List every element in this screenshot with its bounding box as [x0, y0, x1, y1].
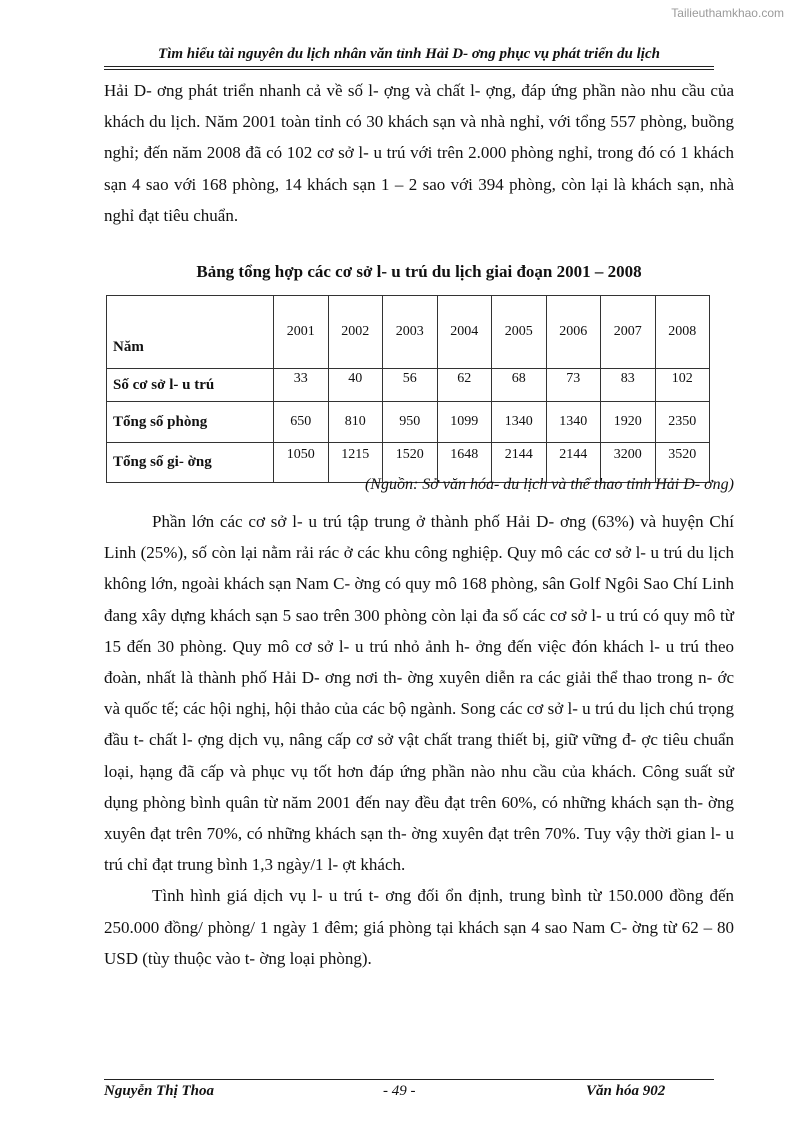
body-text	[104, 506, 734, 974]
table-cell: 1520	[383, 443, 438, 483]
page-number: - 49 -	[383, 1083, 416, 1099]
table-row	[107, 369, 710, 402]
table-cell: 2350	[655, 402, 710, 443]
table-cell: 83	[601, 369, 656, 402]
year-cell: 2005	[492, 296, 547, 369]
paragraph-intro	[104, 75, 734, 231]
row-label: Tổng số phòng	[107, 402, 274, 443]
table-row	[107, 402, 710, 443]
header-rule	[104, 66, 714, 70]
table-cell: 1340	[492, 402, 547, 443]
table-cell: 102	[655, 369, 710, 402]
table-cell: 33	[274, 369, 329, 402]
paragraph-3: Tình hình giá dịch vụ l- u trú t- ơng đối ổn định, trung bình từ 150.000 đồng đến 250.000 đồng/ phòng/ 1 ngày 1 đêm; giá phòng tại khách sạn 4 sao Nam C- ờng từ 62 – 80 USD (tùy thuộc vào t- ờng loại phòng).	[104, 886, 734, 968]
year-cell: 2007	[601, 296, 656, 369]
footer-rule	[104, 1079, 714, 1080]
table-cell: 1920	[601, 402, 656, 443]
year-cell: 2008	[655, 296, 710, 369]
running-header: Tìm hiểu tài nguyên du lịch nhân văn tỉnh Hải D- ơng phục vụ phát triển du lịch	[158, 46, 660, 62]
table-cell: 810	[328, 402, 383, 443]
table-cell: 2144	[546, 443, 601, 483]
watermark: Tailieuthamkhao.com	[671, 6, 784, 20]
table-header-row	[107, 296, 710, 369]
table-cell: 1648	[437, 443, 492, 483]
table-cell: 1050	[274, 443, 329, 483]
year-cell: 2004	[437, 296, 492, 369]
table-caption: Bảng tổng hợp các cơ sở l- u trú du lịch giai đoạn 2001 – 2008	[196, 262, 642, 281]
row-label: Tổng số gi- ờng	[107, 443, 274, 483]
paragraph-1: Hải D- ơng phát triển nhanh cả về số l- ợng và chất l- ợng, đáp ứng phần nào nhu cầu của khách du lịch. Năm 2001 toàn tỉnh có 30 khách sạn và nhà nghỉ, với tổng 557 phòng, buồng nghỉ; đến năm 2008 đã có 102 cơ sở l- u trú với trên 2.000 phòng nghỉ, trong đó có 1 khách sạn 4 sao với 168 phòng, 14 khách sạn 1 – 2 sao với 394 phòng, còn lại là khách sạn, nhà nghỉ đạt tiêu chuẩn.	[104, 81, 734, 225]
year-cell: 2002	[328, 296, 383, 369]
table-cell: 1099	[437, 402, 492, 443]
table-cell: 62	[437, 369, 492, 402]
table-cell: 40	[328, 369, 383, 402]
paragraph-2: Phần lớn các cơ sở l- u trú tập trung ở thành phố Hải D- ơng (63%) và huyện Chí Linh (25%), số còn lại nằm rải rác ở các khu công nghiệp. Quy mô các cơ sở l- u trú du lịch không lớn, ngoài khách sạn Nam C- ờng có quy mô 168 phòng, sân Golf Ngôi Sao Chí Linh đang xây dựng khách sạn 5 sao trên 300 phòng còn lại đa số các cơ sở l- u trú có quy mô từ 15 đến 30 phòng. Quy mô cơ sở l- u trú nhỏ ảnh h- ởng đến việc đón khách l- u trú theo đoàn, nhất là thành phố Hải D- ơng nơi th- ờng xuyên diễn ra các giải thể thao trong n- ớc và quốc tế; các hội nghị, hội thảo của các bộ ngành. Song các cơ sở l- u trú du lịch chú trọng đầu t- chất l- ợng dịch vụ, nâng cấp cơ sở vật chất trang thiết bị, giữ vững đ- ợc tiêu chuẩn loại, hạng đã cấp và phục vụ tốt hơn đáp ứng phần nào nhu cầu của khách. Công suất sử dụng phòng bình quân từ năm 2001 đến nay đều đạt trên 60%, có những khách sạn th- ờng xuyên đạt trên 70%, có những khách sạn th- ờng xuyên đạt trên 70%. Tuy vậy thời gian l- u trú chỉ đạt trung bình 1,3 ngày/1 l- ợt khách.	[104, 512, 734, 875]
table-cell: 1215	[328, 443, 383, 483]
accommodation-table	[106, 295, 710, 483]
table-cell: 650	[274, 402, 329, 443]
footer-class: Văn hóa 902	[586, 1083, 666, 1099]
year-label: Năm	[107, 296, 274, 369]
year-cell: 2003	[383, 296, 438, 369]
table-cell: 68	[492, 369, 547, 402]
table-source: (Nguồn: Sở văn hóa- du lịch và thể thao tỉnh Hải D- ơng)	[364, 476, 734, 493]
table-cell: 2144	[492, 443, 547, 483]
row-label: Số cơ sở l- u trú	[107, 369, 274, 402]
table-cell: 56	[383, 369, 438, 402]
year-cell: 2006	[546, 296, 601, 369]
table-cell: 3200	[601, 443, 656, 483]
table-cell: 73	[546, 369, 601, 402]
footer-author: Nguyễn Thị Thoa	[104, 1083, 215, 1099]
table-cell: 1340	[546, 402, 601, 443]
table-cell: 950	[383, 402, 438, 443]
year-cell: 2001	[274, 296, 329, 369]
table-cell: 3520	[655, 443, 710, 483]
